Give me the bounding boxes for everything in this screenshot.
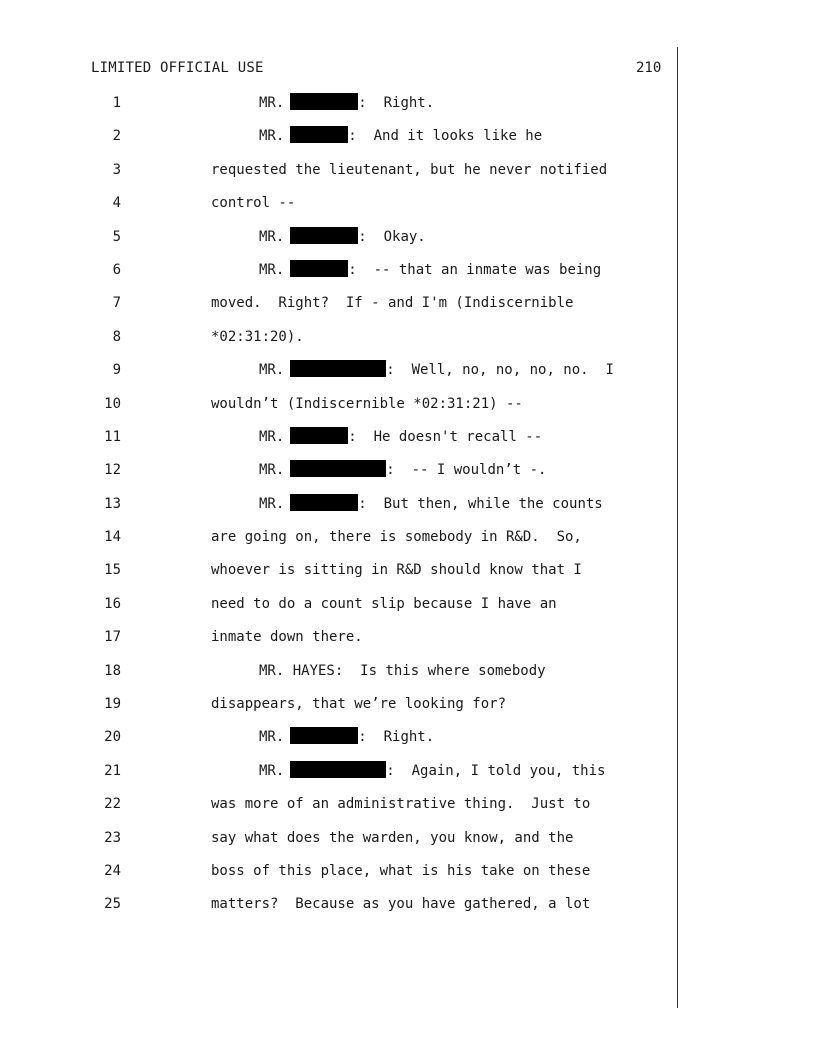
transcript-line [0,260,816,293]
line-body: say what does the warden, you know, and the [211,829,574,846]
transcript-line [0,828,816,861]
line-number: 9 [112,362,121,379]
line-number: 6 [112,261,121,278]
line-body: control -- [211,195,296,212]
line-text [211,93,434,113]
line-text [211,694,506,714]
speaker-label: MR. [259,428,285,445]
transcript-line [0,126,816,159]
line-number: 11 [104,428,121,445]
line-body: *02:31:20). [211,328,304,345]
line-body: : He doesn't recall -- [348,428,543,445]
line-body: inmate down there. [211,629,363,646]
line-text [211,394,523,414]
redaction-box [290,93,358,110]
line-body: : But then, while the counts [358,495,603,512]
line-body: boss of this place, what is his take on these [211,862,591,879]
line-number: 10 [104,395,121,412]
transcript-lines [0,93,816,928]
redaction-box [290,126,348,143]
line-number: 12 [104,462,121,479]
line-text [211,160,607,180]
line-number: 13 [104,495,121,512]
line-text [211,360,614,380]
transcript-line [0,227,816,260]
line-body: : Again, I told you, this [386,762,606,779]
line-body: whoever is sitting in R&D should know that I [211,562,582,579]
speaker-label: MR. [259,729,285,746]
line-text [211,661,546,681]
transcript-line [0,794,816,827]
line-body: wouldn’t (Indiscernible *02:31:21) -- [211,395,523,412]
speaker-label: MR. [259,228,285,245]
transcript-line [0,694,816,727]
line-text [211,894,590,914]
line-number: 17 [104,629,121,646]
transcript-line [0,394,816,427]
line-number: 22 [104,796,121,813]
classification-header: LIMITED OFFICIAL USE [91,60,264,76]
line-body: matters? Because as you have gathered, a lot [211,896,591,913]
speaker-label: MR. [259,462,285,479]
line-body: MR. HAYES: Is this where somebody [259,662,546,679]
line-text [211,227,426,247]
speaker-label: MR. [259,495,285,512]
line-text [211,527,582,547]
line-number: 19 [104,696,121,713]
speaker-label: MR. [259,762,285,779]
line-body: : -- I wouldn’t -. [386,462,547,479]
redaction-box [290,460,386,477]
transcript-line [0,494,816,527]
redaction-box [290,727,358,744]
page-number: 210 [636,60,662,76]
transcript-line [0,861,816,894]
line-number: 24 [104,862,121,879]
line-number: 5 [112,228,121,245]
speaker-label: MR. [259,362,285,379]
transcript-line [0,727,816,760]
line-number: 18 [104,662,121,679]
line-text [211,260,601,280]
transcript-line [0,360,816,393]
line-number: 20 [104,729,121,746]
line-body: : Well, no, no, no, no. I [386,362,614,379]
line-number: 23 [104,829,121,846]
line-text [211,627,363,647]
line-text [211,494,603,514]
speaker-label: MR. [259,261,285,278]
line-body: was more of an administrative thing. Just to [211,796,591,813]
redaction-box [290,427,348,444]
redaction-box [290,260,348,277]
line-body: : And it looks like he [348,128,543,145]
line-body: : Right. [358,729,435,746]
transcript-line [0,560,816,593]
line-text [211,594,557,614]
transcript-line [0,327,816,360]
line-text [211,427,542,447]
line-text [211,761,605,781]
speaker-label: MR. [259,128,285,145]
redaction-box [290,227,358,244]
line-text [211,327,304,347]
transcript-line [0,894,816,927]
line-body: requested the lieutenant, but he never notified [211,161,608,178]
transcript-line [0,427,816,460]
line-body: : Right. [358,95,435,111]
line-text [211,560,582,580]
line-text [211,193,295,213]
speaker-label: MR. [259,95,285,111]
line-text [211,794,590,814]
line-text [211,293,573,313]
line-text [211,861,590,881]
redaction-box [290,761,386,778]
line-number: 7 [112,295,121,312]
line-body: moved. Right? If - and I'm (Indiscernible [211,295,574,312]
line-body: need to do a count slip because I have an [211,595,557,612]
transcript-line [0,293,816,326]
transcript-line [0,193,816,226]
transcript-line [0,160,816,193]
line-number: 16 [104,595,121,612]
line-number: 21 [104,762,121,779]
line-number: 2 [112,128,121,145]
line-number: 15 [104,562,121,579]
line-body: : Okay. [358,228,426,245]
line-text [211,126,542,146]
line-text [211,727,434,747]
line-body: disappears, that we’re looking for? [211,696,507,713]
line-number: 8 [112,328,121,345]
transcript-line [0,460,816,493]
line-number: 14 [104,529,121,546]
redaction-box [290,494,358,511]
line-body: are going on, there is somebody in R&D. So, [211,529,582,546]
transcript-line [0,93,816,126]
redaction-box [290,360,386,377]
transcript-line [0,627,816,660]
transcript-line [0,594,816,627]
transcript-line [0,761,816,794]
line-number: 3 [112,161,121,178]
line-number: 1 [112,95,121,111]
line-text [211,828,573,848]
line-number: 25 [104,896,121,913]
transcript-line [0,527,816,560]
line-body: : -- that an inmate was being [348,261,602,278]
line-number: 4 [112,195,121,212]
transcript-line [0,661,816,694]
line-text [211,460,546,480]
